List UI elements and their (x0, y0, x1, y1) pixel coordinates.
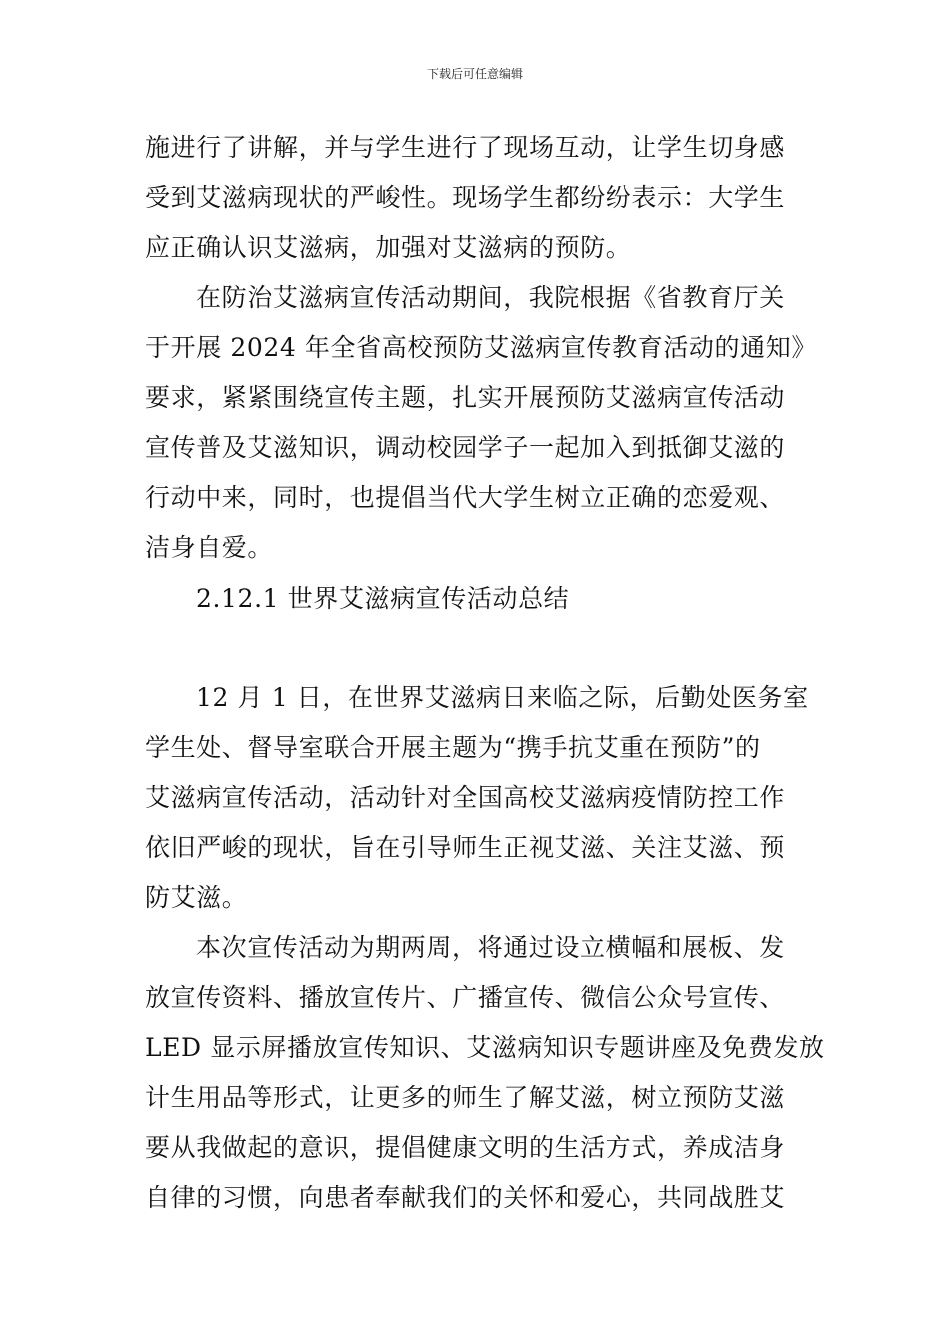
body-line: 自律的习惯，向患者奉献我们的关怀和爱心，共同战胜艾 (145, 1183, 786, 1212)
body-line: 依旧严峻的现状，旨在引导师生正视艾滋、关注艾滋、预 (145, 833, 786, 862)
body-line: 12 月 1 日，在世界艾滋病日来临之际，后勤处医务室 (196, 683, 809, 712)
body-line: 受到艾滋病现状的严峻性。现场学生都纷纷表示：大学生 (145, 183, 786, 212)
body-line: 要求，紧紧围绕宣传主题，扎实开展预防艾滋病宣传活动 (145, 383, 786, 412)
body-line: LED 显示屏播放宣传知识、艾滋病知识专题讲座及免费发放 (145, 1033, 825, 1062)
body-line: 要从我做起的意识，提倡健康文明的生活方式，养成洁身 (145, 1133, 786, 1162)
body-line: 行动中来，同时，也提倡当代大学生树立正确的恋爱观、 (145, 483, 786, 512)
body-line: 计生用品等形式，让更多的师生了解艾滋，树立预防艾滋 (145, 1083, 786, 1112)
body-line: 艾滋病宣传活动，活动针对全国高校艾滋病疫情防控工作 (145, 783, 786, 812)
body-line: 洁身自爱。 (145, 533, 274, 562)
section-heading: 2.12.1 世界艾滋病宣传活动总结 (196, 584, 570, 613)
body-line: 本次宣传活动为期两周，将通过设立横幅和展板、发 (196, 933, 785, 962)
body-line: 学生处、督导室联合开展主题为“携手抗艾重在预防”的 (145, 733, 761, 762)
body-line: 于开展 2024 年全省高校预防艾滋病宣传教育活动的通知》 (145, 333, 817, 362)
body-line: 放宣传资料、播放宣传片、广播宣传、微信公众号宣传、 (145, 983, 786, 1012)
body-line: 宣传普及艾滋知识，调动校园学子一起加入到抵御艾滋的 (145, 433, 786, 462)
body-line: 施进行了讲解，并与学生进行了现场互动，让学生切身感 (145, 133, 786, 162)
body-line: 应正确认识艾滋病，加强对艾滋病的预防。 (145, 233, 632, 262)
body-line: 防艾滋。 (145, 883, 248, 912)
body-line: 在防治艾滋病宣传活动期间，我院根据《省教育厅关 (196, 283, 785, 312)
page-header-note: 下载后可任意编辑 (426, 67, 523, 81)
